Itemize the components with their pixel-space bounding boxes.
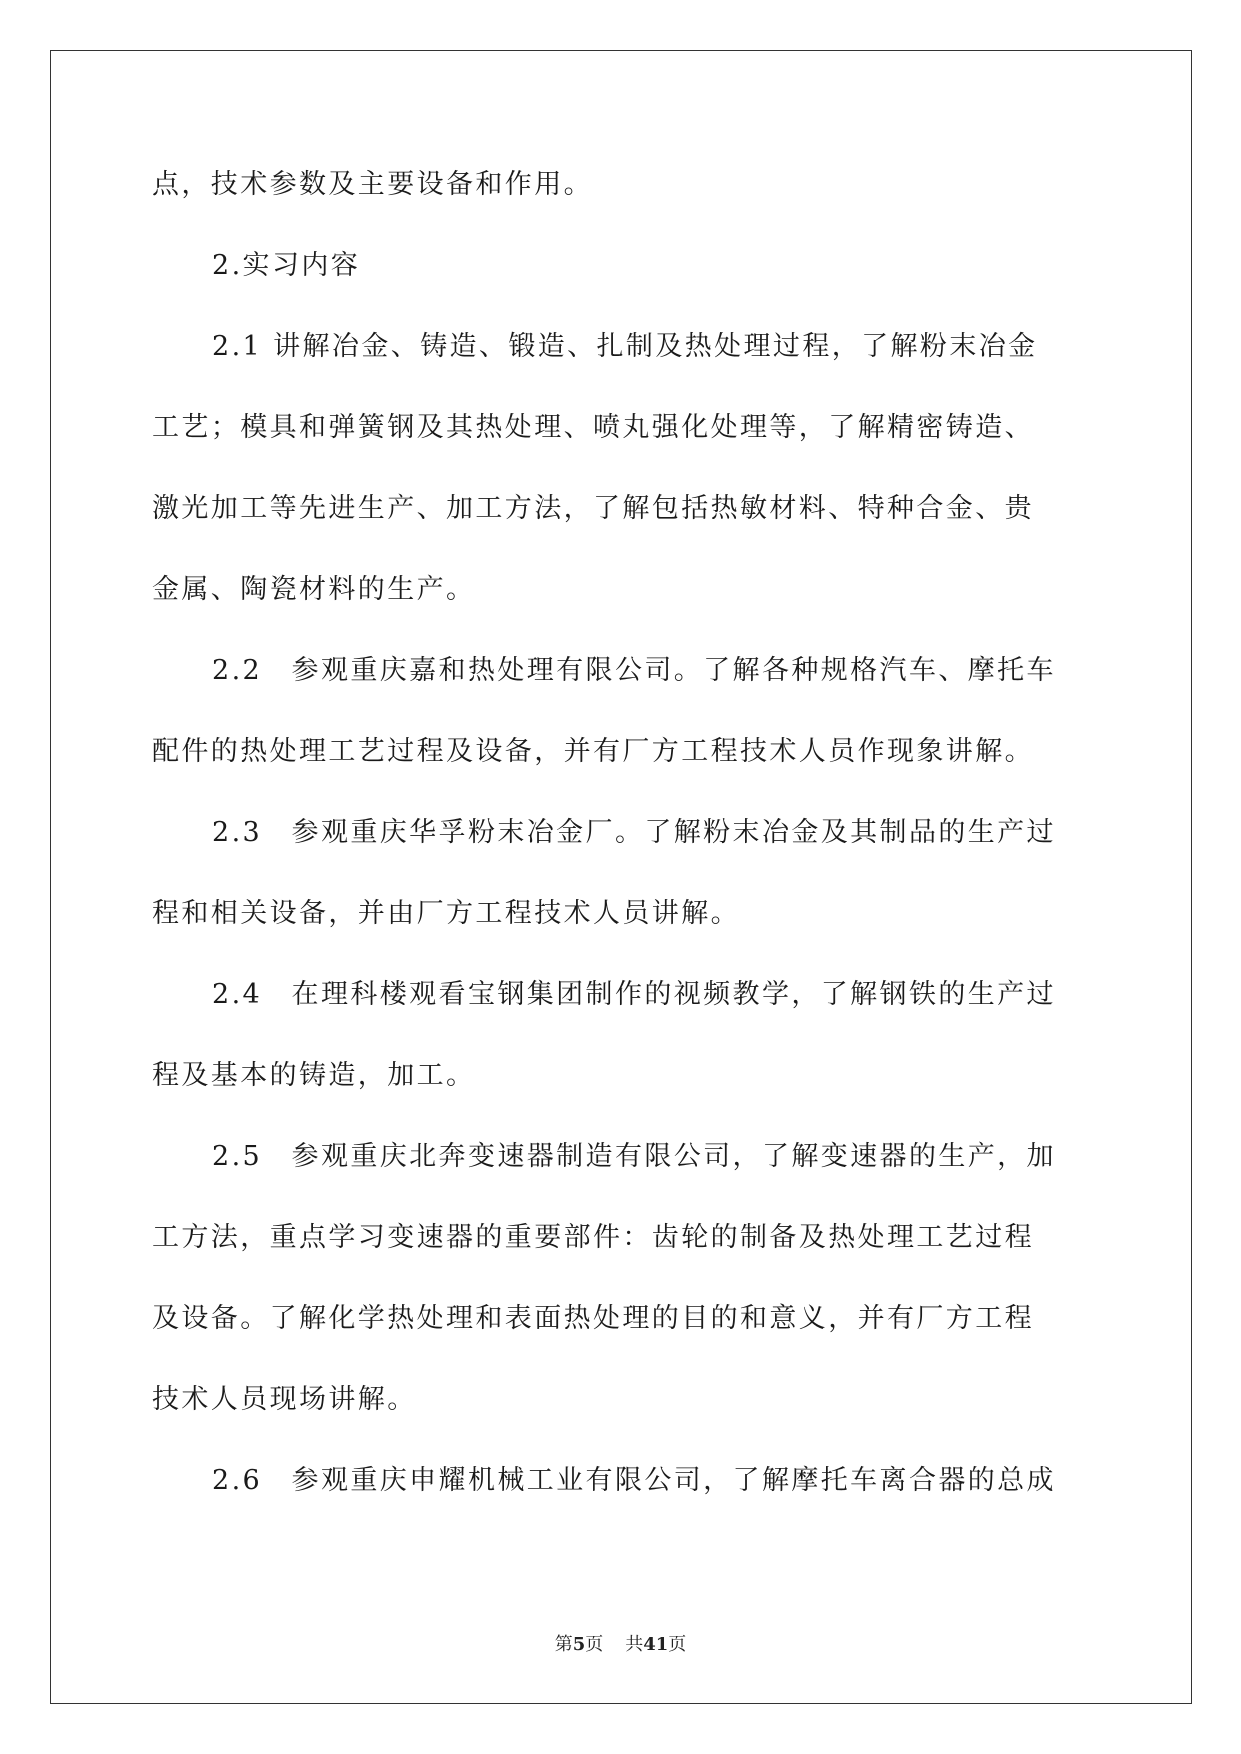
total-prefix: 共 [625, 1634, 644, 1655]
text-line: 金属、陶瓷材料的生产。 [152, 574, 476, 605]
text-line: 程及基本的铸造，加工。 [152, 1060, 476, 1091]
text-line: 2.1 讲解冶金、铸造、锻造、扎制及热处理过程，了解粉末冶金 [212, 331, 1038, 362]
page-number: 5 [572, 1634, 586, 1655]
text-line: 点，技术参数及主要设备和作用。 [152, 169, 593, 200]
text-line: 2.2 参观重庆嘉和热处理有限公司。了解各种规格汽车、摩托车 [212, 655, 1056, 686]
text-line: 程和相关设备，并由厂方工程技术人员讲解。 [152, 898, 740, 929]
total-suffix: 页 [668, 1634, 687, 1655]
text-line: 2.3 参观重庆华孚粉末冶金厂。了解粉末冶金及其制品的生产过 [212, 817, 1056, 848]
text-line: 配件的热处理工艺过程及设备，并有厂方工程技术人员作现象讲解。 [152, 736, 1034, 767]
text-line: 2.4 在理科楼观看宝钢集团制作的视频教学，了解钢铁的生产过 [212, 979, 1056, 1010]
page-suffix: 页 [585, 1634, 604, 1655]
text-line: 及设备。了解化学热处理和表面热处理的目的和意义，并有厂方工程 [152, 1303, 1034, 1334]
text-line: 工方法，重点学习变速器的重要部件：齿轮的制备及热处理工艺过程 [152, 1222, 1034, 1253]
page-footer [0, 1630, 1241, 1656]
page-prefix: 第 [554, 1634, 573, 1655]
section-heading: 2.实习内容 [212, 250, 361, 281]
document-body [152, 165, 1092, 1542]
total-pages: 41 [643, 1634, 669, 1655]
text-line: 技术人员现场讲解。 [152, 1384, 417, 1415]
text-line: 激光加工等先进生产、加工方法，了解包括热敏材料、特种合金、贵 [152, 493, 1034, 524]
text-line: 2.6 参观重庆申耀机械工业有限公司，了解摩托车离合器的总成 [212, 1465, 1056, 1496]
text-line: 工艺；模具和弹簧钢及其热处理、喷丸强化处理等，了解精密铸造、 [152, 412, 1034, 443]
text-line: 2.5 参观重庆北奔变速器制造有限公司，了解变速器的生产，加 [212, 1141, 1056, 1172]
